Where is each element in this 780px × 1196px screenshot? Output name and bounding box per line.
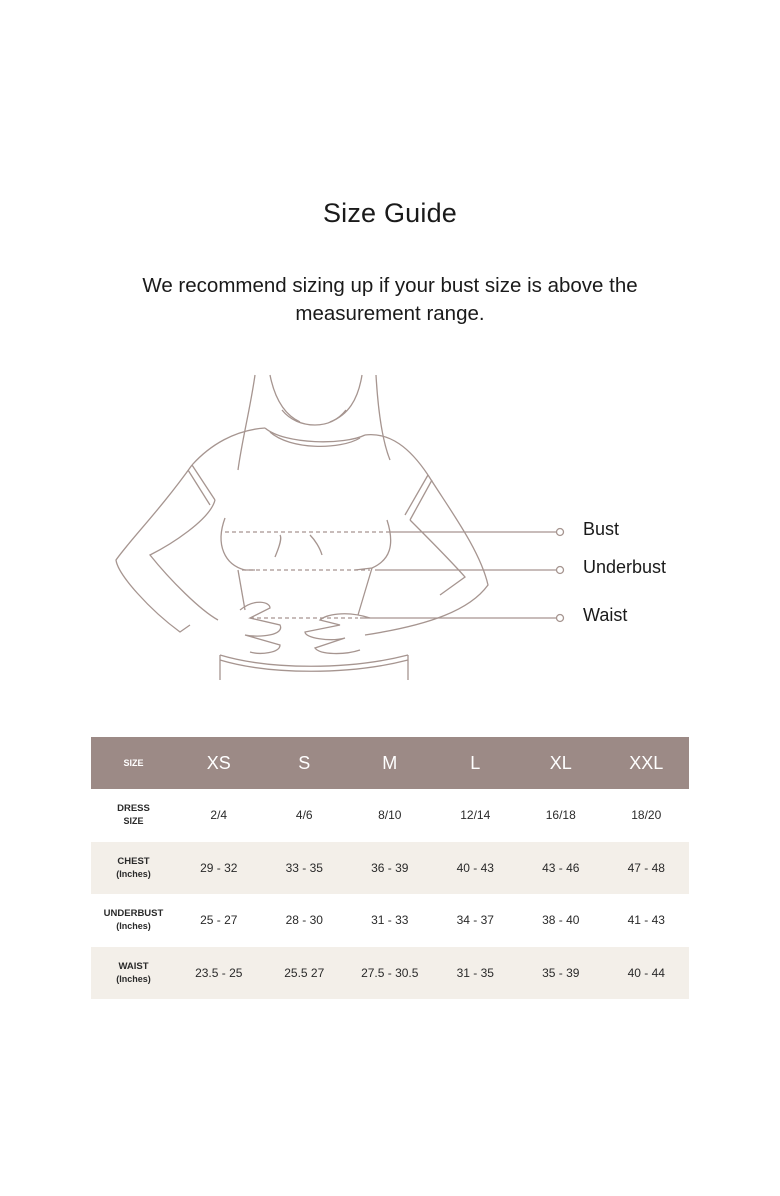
column-header-xxl: XXL	[604, 737, 690, 789]
table-header-row	[91, 737, 689, 789]
column-header-s: S	[262, 737, 348, 789]
table-cell: 12/14	[460, 808, 491, 823]
table-cell: 4/6	[295, 808, 313, 823]
sizing-note: We recommend sizing up if your bust size is above the measurement range.	[142, 274, 638, 325]
table-cell: 43 - 46	[518, 842, 604, 895]
underbust-label: Underbust	[583, 557, 667, 577]
table-cell: 40 - 44	[604, 947, 690, 1000]
table-row-waist	[91, 947, 689, 1000]
column-header-l: L	[433, 737, 519, 789]
table-cell: 28 - 30	[285, 913, 323, 928]
table-cell: 33 - 35	[262, 842, 348, 895]
row-header: DRESS SIZE	[117, 803, 150, 827]
row-header: WAIST (Inches)	[91, 947, 176, 1000]
table-cell: 29 - 32	[176, 842, 262, 895]
bust-label: Bust	[583, 519, 620, 539]
measurement-illustration	[110, 370, 680, 690]
table-cell: 23.5 - 25	[176, 947, 262, 1000]
table-cell: 16/18	[545, 808, 576, 823]
size-chart-table	[91, 737, 689, 999]
table-cell: 31 - 33	[371, 913, 409, 928]
table-cell: 18/20	[631, 808, 662, 823]
table-cell: 38 - 40	[542, 913, 580, 928]
table-row-dress-size	[91, 789, 689, 842]
table-cell: 41 - 43	[627, 913, 665, 928]
row-header: UNDERBUST (Inches)	[103, 908, 164, 932]
table-cell: 31 - 35	[433, 947, 519, 1000]
waist-label: Waist	[583, 605, 628, 625]
column-header-xs: XS	[176, 737, 262, 789]
table-cell: 2/4	[210, 808, 228, 823]
table-cell: 35 - 39	[518, 947, 604, 1000]
table-cell: 36 - 39	[347, 842, 433, 895]
table-cell: 47 - 48	[604, 842, 690, 895]
table-cell: 25.5 27	[262, 947, 348, 1000]
table-row-underbust	[91, 894, 689, 947]
table-cell: 40 - 43	[433, 842, 519, 895]
table-cell: 34 - 37	[456, 913, 494, 928]
page-title: Size Guide	[322, 198, 458, 228]
row-header: CHEST (Inches)	[91, 842, 176, 895]
column-header-m: M	[347, 737, 433, 789]
column-header-xl: XL	[518, 737, 604, 789]
table-cell: 8/10	[378, 808, 402, 823]
table-row-chest	[91, 842, 689, 895]
table-cell: 25 - 27	[200, 913, 238, 928]
table-cell: 27.5 - 30.5	[347, 947, 433, 1000]
column-header-size: SIZE	[91, 737, 176, 789]
